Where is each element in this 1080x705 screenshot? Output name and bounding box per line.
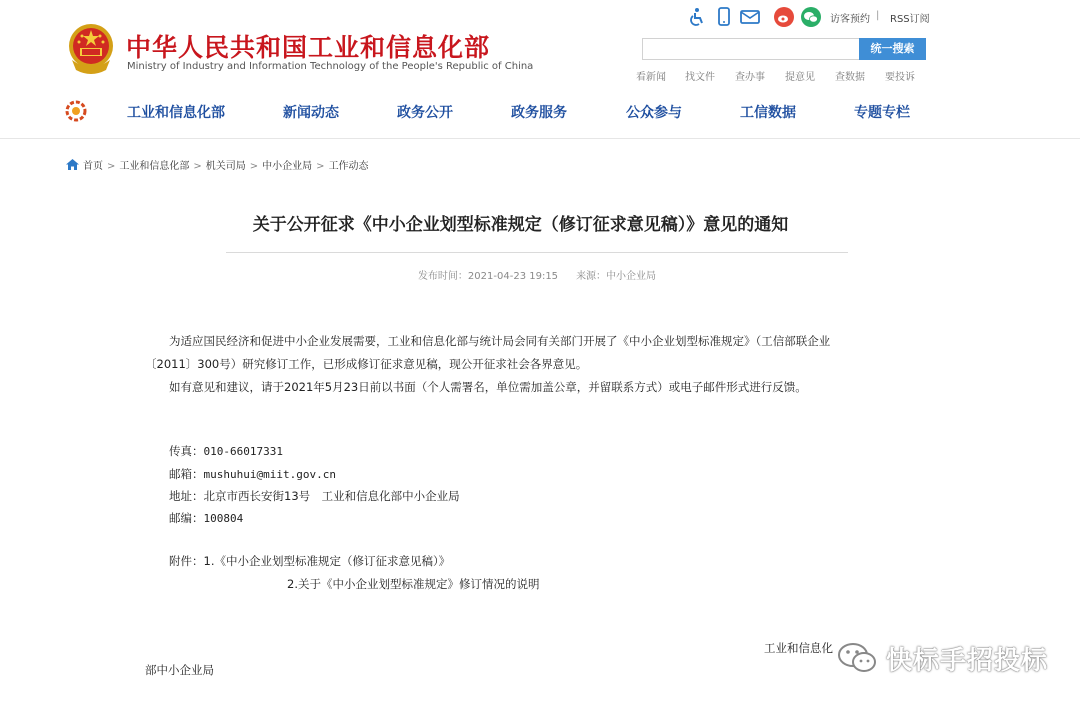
article-source: 来源：中小企业局 (576, 271, 657, 282)
nav-item-miit[interactable]: 工业和信息化部 (127, 105, 225, 121)
postcode-label: 邮编： (169, 511, 204, 525)
breadcrumb (66, 157, 369, 172)
contact-postcode (169, 510, 243, 526)
site-header (0, 0, 1080, 139)
breadcrumb-separator: > (316, 161, 325, 172)
mobile-icon[interactable] (713, 6, 735, 28)
breadcrumb-separator: > (107, 161, 116, 172)
contact-email (169, 466, 336, 482)
article-paragraph: 如有意见和建议，请于2021年5月23日前以书面（个人需署名，单位需加盖公章，并留联系方式）或电子邮件形式进行反馈。 (169, 380, 807, 394)
nav-item-public-participation[interactable]: 公众参与 (626, 105, 682, 121)
unified-search-button[interactable]: 统一搜索 (859, 38, 926, 60)
attachment-link-2[interactable]: 2.关于《中小企业划型标准规定》修订情况的说明 (287, 577, 540, 591)
search-input[interactable] (642, 38, 859, 60)
fax-number: 010-66017331 (203, 445, 283, 458)
wechat-icon[interactable] (800, 6, 822, 28)
mail-icon[interactable] (739, 6, 761, 28)
quick-link-news[interactable]: 看新闻 (636, 72, 666, 83)
title-divider (226, 252, 848, 253)
email-address[interactable]: mushuhui@miit.gov.cn (203, 468, 336, 481)
contact-fax (169, 443, 283, 459)
postcode-value: 100804 (203, 512, 244, 525)
article-meta (226, 267, 848, 282)
nav-item-special-topics[interactable]: 专题专栏 (854, 105, 910, 121)
weibo-icon[interactable] (773, 6, 795, 28)
article-paragraph: 为适应国民经济和促进中小企业发展需要，工业和信息化部与统计局会同有关部门开展了《中小企业划型标准规定》（工信部联企业〔2011〕300号）研究修订工作，已形成修订征求意见稿，现公开征求社会各界意见。 (145, 334, 831, 371)
link-separator: | (876, 10, 880, 21)
nav-home-logo-icon[interactable] (64, 99, 88, 123)
breadcrumb-home[interactable]: 首页 (83, 161, 103, 172)
breadcrumb-separator: > (249, 161, 259, 172)
breadcrumb-miit[interactable]: 工业和信息化部 (119, 161, 190, 172)
attachment-link-1[interactable]: 1.《中小企业划型标准规定（修订征求意见稿）》 (203, 554, 451, 568)
quick-link-complaint[interactable]: 要投诉 (885, 72, 915, 83)
accessibility-icon[interactable] (686, 6, 708, 28)
wechat-icon (836, 640, 880, 676)
breadcrumb-sme-bureau[interactable]: 中小企业局 (262, 161, 313, 172)
article-title: 关于公开征求《中小企业划型标准规定（修订征求意见稿）》意见的通知 (252, 215, 789, 235)
signature-line-1: 工业和信息化 (764, 641, 833, 655)
attachments-label: 附件： (169, 554, 204, 568)
contact-address (169, 488, 460, 504)
fax-label: 传真： (169, 444, 204, 458)
signature-line-2: 部中小企业局 (145, 663, 214, 677)
quick-link-feedback[interactable]: 提意见 (785, 72, 815, 83)
site-subtitle: Ministry of Industry and Information Technology of the People's Republic of China (127, 61, 534, 72)
rss-link[interactable]: RSS订阅 (890, 14, 930, 25)
watermark-text: 快标手招投标 (886, 646, 1049, 676)
visitor-appointment-link[interactable]: 访客预约 (830, 14, 870, 25)
nav-item-services[interactable]: 政务服务 (511, 105, 567, 121)
nav-item-government-affairs[interactable]: 政务公开 (397, 105, 453, 121)
quick-link-data[interactable]: 查数据 (835, 72, 865, 83)
national-emblem-icon[interactable] (66, 22, 116, 76)
attachment-1 (169, 553, 450, 569)
publish-time: 发布时间：2021-04-23 19:15 (417, 271, 559, 282)
address-label: 地址： (169, 489, 204, 503)
email-label: 邮箱： (169, 467, 204, 481)
breadcrumb-work-updates[interactable]: 工作动态 (328, 161, 369, 172)
address-value: 北京市西长安街13号 工业和信息化部中小企业局 (203, 489, 460, 503)
quick-link-files[interactable]: 找文件 (685, 72, 715, 83)
breadcrumb-separator: > (193, 161, 202, 172)
attachment-2 (287, 576, 539, 592)
home-icon (66, 159, 79, 170)
nav-item-news[interactable]: 新闻动态 (283, 105, 339, 121)
quick-link-services[interactable]: 查办事 (735, 72, 765, 83)
nav-item-data[interactable]: 工信数据 (740, 105, 796, 121)
site-title[interactable]: 中华人民共和国工业和信息化部 (126, 33, 491, 62)
breadcrumb-departments[interactable]: 机关司局 (205, 161, 246, 172)
